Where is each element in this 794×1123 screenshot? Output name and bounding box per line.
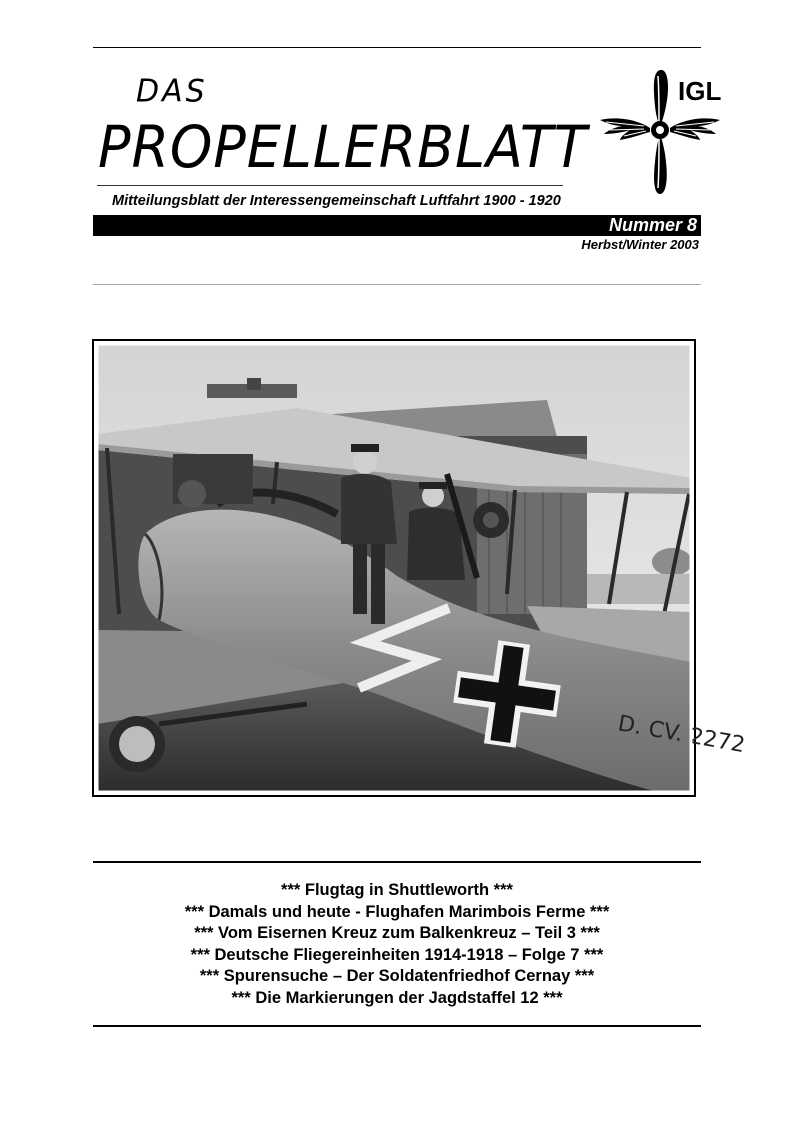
masthead-das: DAS (136, 73, 208, 110)
articles-bottom-rule (93, 1025, 701, 1027)
article-title: *** Die Markierungen der Jagdstaffel 12 *** (231, 988, 563, 1007)
article-title: *** Deutsche Fliegereinheiten 1914-1918 – Folge 7 *** (190, 945, 604, 964)
article-title: *** Vom Eisernen Kreuz zum Balkenkreuz – Teil 3 *** (194, 924, 600, 942)
article-list (93, 880, 701, 1009)
masthead-title: PROPELLERBLATT (98, 113, 588, 181)
top-rule (93, 47, 701, 48)
biplane-cover-photo (97, 344, 747, 792)
logo-igl-text: IGL (678, 76, 722, 106)
article-title: *** Spurensuche – Der Soldatenfriedhof Cernay *** (199, 967, 595, 985)
masthead-underline (97, 185, 563, 186)
issue-date: Herbst/Winter 2003 (581, 237, 699, 252)
issue-number: Nummer 8 (608, 215, 697, 235)
middle-rule (93, 284, 701, 285)
serial-marking: D. CV. 2272 (615, 711, 747, 759)
cover-photo-frame (92, 339, 747, 797)
masthead-subtitle: Mitteilungsblatt der Interessengemeinschaft Luftfahrt 1900 - 1920 (112, 193, 561, 209)
article-title: *** Flugtag in Shuttleworth *** (281, 881, 513, 899)
issue-bar (93, 215, 701, 236)
article-title: *** Damals und heute - Flughafen Marimbois Ferme *** (184, 902, 610, 921)
articles-top-rule (93, 861, 701, 863)
